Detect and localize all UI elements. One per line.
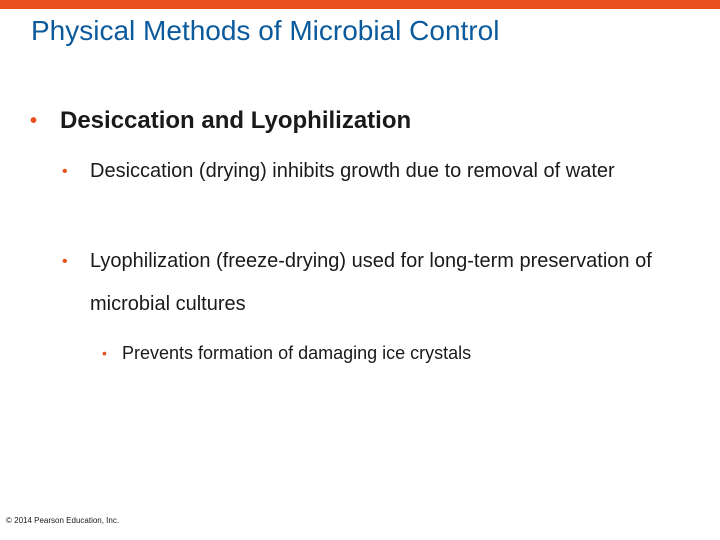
- bullet-dot-icon: •: [62, 253, 68, 270]
- bullet-level-1: [30, 105, 690, 137]
- bullet-dot-icon: •: [102, 345, 107, 361]
- bullet-level-2: [62, 150, 672, 193]
- copyright-notice: © 2014 Pearson Education, Inc.: [6, 516, 120, 525]
- slide-title: Physical Methods of Microbial Control: [31, 15, 500, 46]
- bullet-level-3: [102, 339, 662, 367]
- top-accent-bar: [0, 0, 720, 9]
- bullet-text: Desiccation and Lyophilization: [60, 107, 412, 134]
- bullet-dot-icon: •: [62, 163, 68, 180]
- bullet-level-2: [62, 240, 672, 326]
- bullet-text: Lyophilization (freeze-drying) used for long-term preservation of microbial cultures: [90, 250, 652, 315]
- bullet-dot-icon: •: [30, 110, 38, 132]
- bullet-text: Prevents formation of damaging ice crystals: [122, 343, 472, 363]
- bullet-text: Desiccation (drying) inhibits growth due to removal of water: [90, 160, 615, 182]
